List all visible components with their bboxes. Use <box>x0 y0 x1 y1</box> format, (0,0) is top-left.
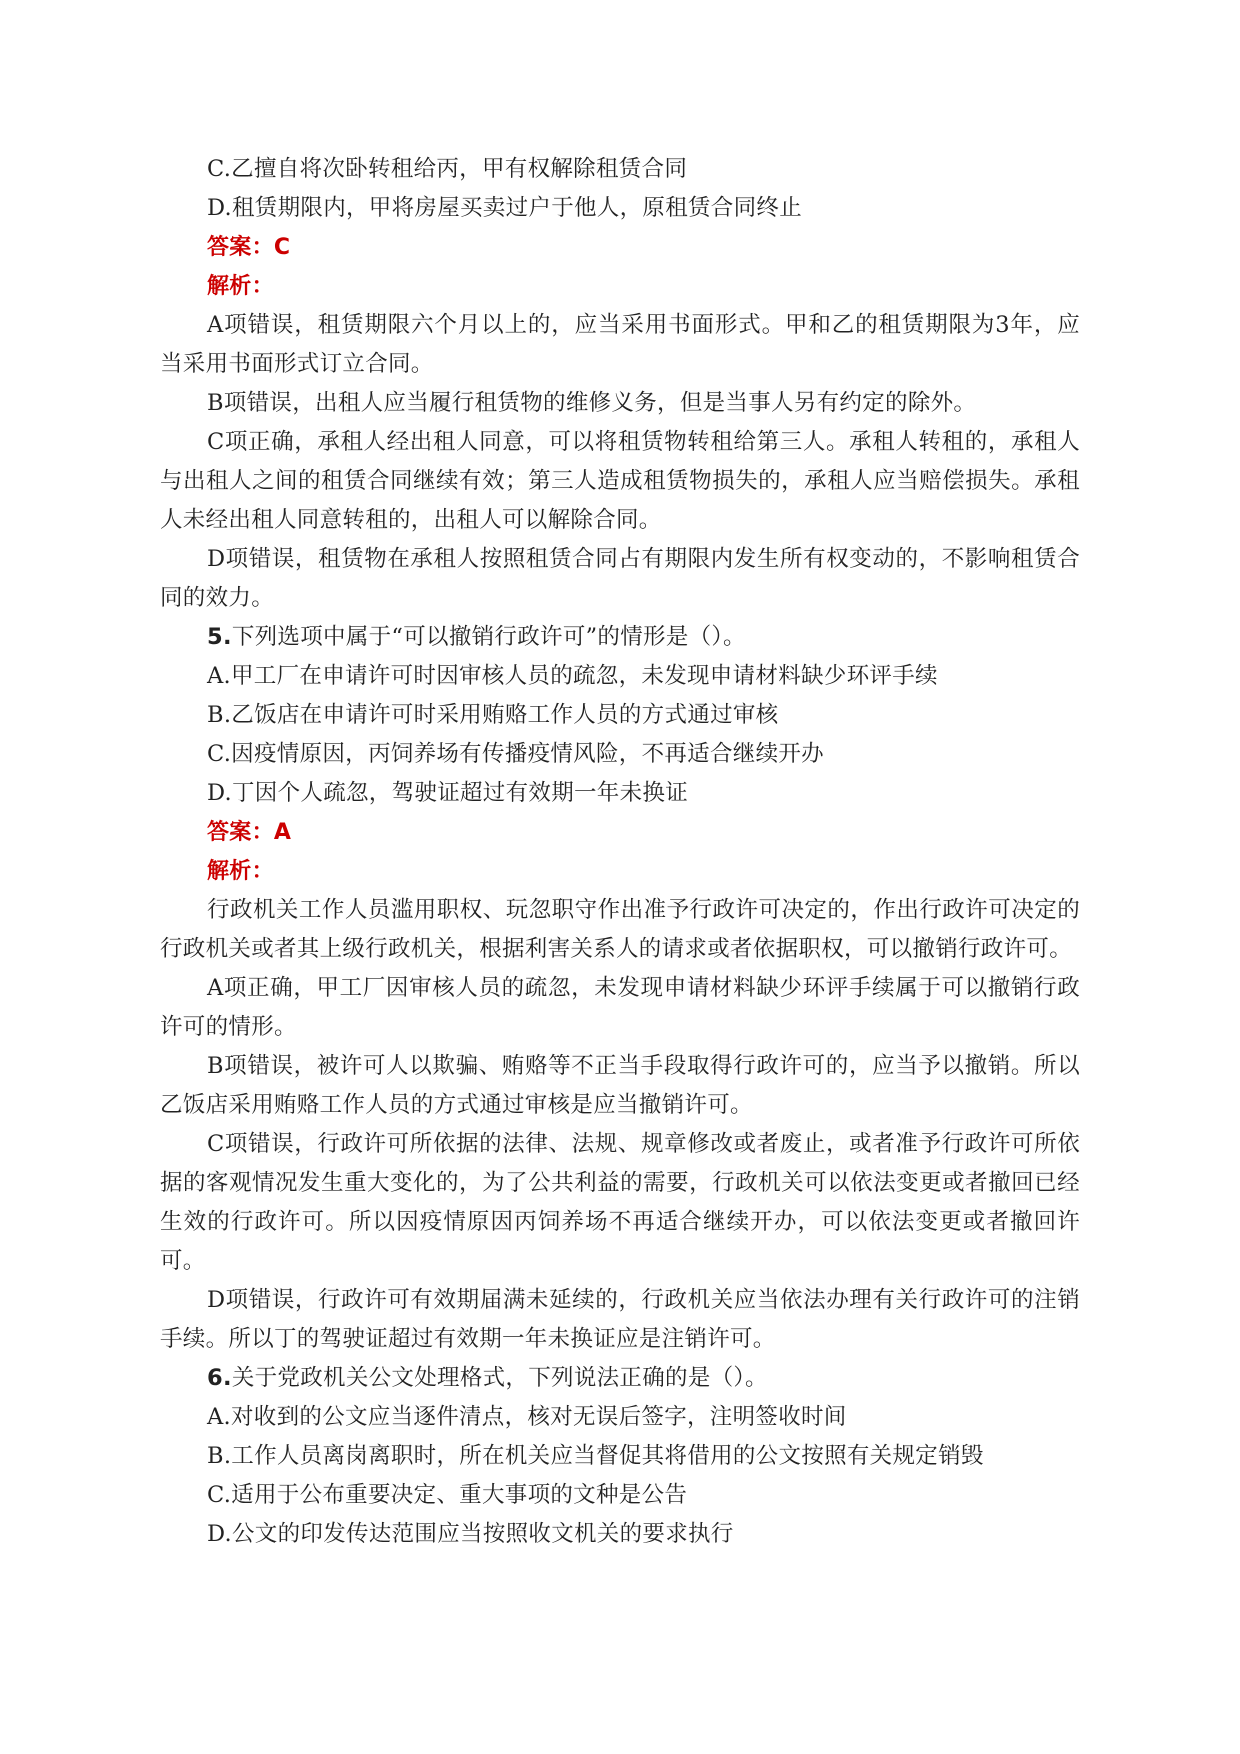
option-c: C.适用于公布重要决定、重大事项的文种是公告 <box>207 1482 688 1508</box>
analysis-label: 解析： <box>207 274 274 299</box>
answer-label: 答案：A <box>207 820 292 845</box>
analysis-label: 解析： <box>207 859 274 884</box>
analysis-paragraph: A项正确，甲工厂因审核人员的疏忽，未发现申请材料缺少环评手续属于可以撤销行政许可的情形。 <box>160 975 1080 1040</box>
option-c: C.乙擅自将次卧转租给丙，甲有权解除租赁合同 <box>207 156 688 182</box>
option-a: A.甲工厂在申请许可时因审核人员的疏忽，未发现申请材料缺少环评手续 <box>207 663 938 689</box>
analysis-paragraph: D项错误，行政许可有效期届满未延续的，行政机关应当依法办理有关行政许可的注销手续。所以丁的驾驶证超过有效期一年未换证应是注销许可。 <box>160 1287 1080 1352</box>
analysis-paragraph: C项错误，行政许可所依据的法律、法规、规章修改或者废止，或者准予行政许可所依据的客观情况发生重大变化的，为了公共利益的需要，行政机关可以依法变更或者撤回已经生效的行政许可。所以因疫情原因丙饲养场不再适合继续开办，可以依法变更或者撤回许可。 <box>160 1131 1080 1274</box>
analysis-paragraph: 行政机关工作人员滥用职权、玩忽职守作出准予行政许可决定的，作出行政许可决定的行政机关或者其上级行政机关，根据利害关系人的请求或者依据职权，可以撤销行政许可。 <box>160 897 1080 962</box>
question-6 <box>160 1359 1080 1398</box>
option-d: D.丁因个人疏忽，驾驶证超过有效期一年未换证 <box>207 780 688 806</box>
analysis-paragraph: C项正确，承租人经出租人同意，可以将租赁物转租给第三人。承租人转租的，承租人与出租人之间的租赁合同继续有效；第三人造成租赁物损失的，承租人应当赔偿损失。承租人未经出租人同意转租的，出租人可以解除合同。 <box>160 429 1080 533</box>
question-5 <box>160 618 1080 657</box>
question-number: 6. <box>207 1365 232 1391</box>
question-number: 5. <box>207 624 232 650</box>
option-d: D.公文的印发传达范围应当按照收文机关的要求执行 <box>207 1521 734 1547</box>
option-a: A.对收到的公文应当逐件清点，核对无误后签字，注明签收时间 <box>207 1404 847 1430</box>
option-c: C.因疫情原因，丙饲养场有传播疫情风险，不再适合继续开办 <box>207 741 824 767</box>
option-b: B.乙饭店在申请许可时采用贿赂工作人员的方式通过审核 <box>207 702 779 728</box>
analysis-paragraph: B项错误，被许可人以欺骗、贿赂等不正当手段取得行政许可的，应当予以撤销。所以乙饭店采用贿赂工作人员的方式通过审核是应当撤销许可。 <box>160 1053 1080 1118</box>
document-page <box>160 150 1080 1554</box>
option-d: D.租赁期限内，甲将房屋买卖过户于他人，原租赁合同终止 <box>207 195 802 221</box>
answer-label: 答案：C <box>207 235 291 260</box>
option-b: B.工作人员离岗离职时，所在机关应当督促其将借用的公文按照有关规定销毁 <box>207 1443 984 1469</box>
analysis-paragraph: B项错误，出租人应当履行租赁物的维修义务，但是当事人另有约定的除外。 <box>207 390 977 416</box>
question-stem: 关于党政机关公文处理格式，下列说法正确的是（）。 <box>231 1365 768 1391</box>
analysis-paragraph: A项错误，租赁期限六个月以上的，应当采用书面形式。甲和乙的租赁期限为3年，应当采用书面形式订立合同。 <box>160 312 1080 377</box>
question-stem: 下列选项中属于“可以撤销行政许可”的情形是（）。 <box>231 624 746 650</box>
analysis-paragraph: D项错误，租赁物在承租人按照租赁合同占有期限内发生所有权变动的，不影响租赁合同的效力。 <box>160 546 1080 611</box>
